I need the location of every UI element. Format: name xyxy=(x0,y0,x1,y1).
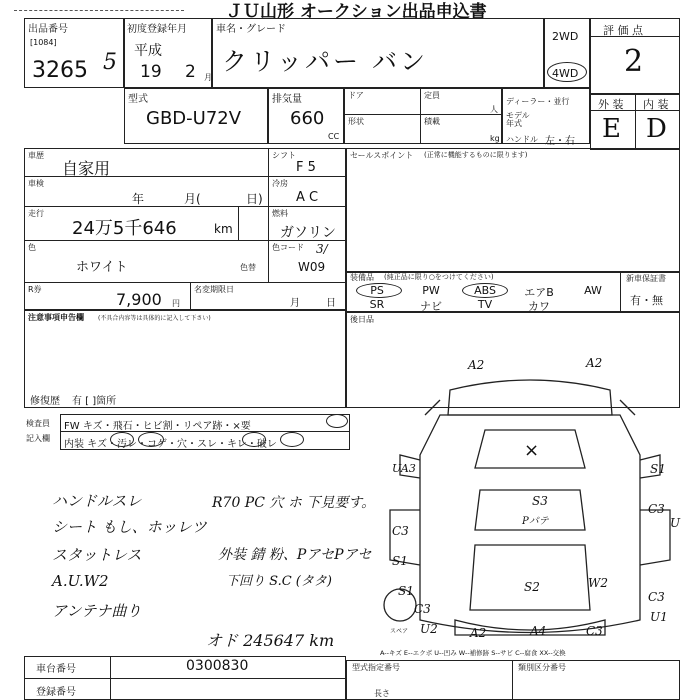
equipment-item: TV xyxy=(477,298,493,311)
lot-number: 3265 xyxy=(32,58,88,83)
mark-a2-tl: A2 xyxy=(468,358,485,372)
mark-s1-left2: S1 xyxy=(398,584,414,598)
inspect-day: 日) xyxy=(246,192,263,206)
handle-label: ハンドル xyxy=(506,135,538,144)
equipment-item: ナビ xyxy=(420,300,442,313)
new-warranty-label: 新車保証書 xyxy=(626,274,666,283)
equipment-item: PS xyxy=(370,284,384,297)
caution-note: (不具合内容等は具体的に記入して下さい) xyxy=(98,315,211,322)
inspect-year: 年 xyxy=(132,192,145,206)
plate-value: 0300830 xyxy=(186,658,249,674)
inspector-label-1: 検査員 xyxy=(26,419,50,428)
cap-label: 定員 xyxy=(424,91,440,100)
disp-value: 660 xyxy=(290,108,325,129)
mark-c3-br: C3 xyxy=(586,624,603,638)
reg-label: 登録番号 xyxy=(36,687,76,698)
mark-a4: A4 xyxy=(530,624,547,638)
nc-day: 日 xyxy=(326,298,336,309)
equipment-item: AW xyxy=(584,284,602,297)
mark-c3-bottom: C3 xyxy=(414,602,431,616)
inspector-label-2: 記入欄 xyxy=(26,434,50,443)
use-value: 自家用 xyxy=(62,159,111,178)
color-code-value: W09 xyxy=(298,260,326,274)
mark-c3-lower: C3 xyxy=(648,590,665,604)
damage-legend: A--キズ E--エクボ U--凹み W--補修跡 S--サビ C--腐食 XX--交換 xyxy=(380,649,566,657)
inspection-circle-5 xyxy=(280,432,304,447)
km-unit: km xyxy=(214,222,233,236)
length-label: 長さ xyxy=(374,689,390,698)
mark-s2: S2 xyxy=(524,580,540,594)
hw-right-2: 外装 錆 粉、PアセPアセ xyxy=(218,547,372,563)
model-designation-label: 型式指定番号 xyxy=(352,663,400,672)
equipment-item: エアB xyxy=(524,286,554,299)
color-code-label: 色コード xyxy=(272,243,304,252)
inspection-circle-3 xyxy=(138,432,164,447)
mark-c3-right: C3 xyxy=(648,502,665,516)
equipment-item: ABS xyxy=(474,284,496,297)
recycle-value: 7,900 xyxy=(116,290,162,309)
kg-unit: kg xyxy=(490,134,500,143)
color-value: ホワイト xyxy=(76,260,128,275)
lot-label: 出品番号 xyxy=(28,24,68,35)
yen-unit: 円 xyxy=(172,299,180,308)
inspect-label: 車検 xyxy=(28,179,44,188)
hw-left-3: スタットレス xyxy=(52,546,142,564)
lot-code: [1084] xyxy=(30,38,57,47)
color-label: 色 xyxy=(28,243,36,252)
dealer-label: ディーラー・並行 xyxy=(506,97,570,106)
category-label: 類別区分番号 xyxy=(518,663,566,672)
equipment-circle xyxy=(356,283,402,298)
mark-c3-left: C3 xyxy=(392,524,409,538)
mileage-label: 走行 xyxy=(28,209,44,218)
door-box xyxy=(344,88,502,144)
inspection-circle-4 xyxy=(242,432,266,447)
equipment-label: 装備品 xyxy=(350,273,374,282)
reg-month: 2 xyxy=(185,62,196,82)
equipment-circle xyxy=(462,283,508,298)
ext-label: 外 装 xyxy=(598,98,624,111)
form-title: ＪＵ山形 オークション出品申込書 xyxy=(226,2,487,22)
name-change-label: 名変期限日 xyxy=(194,285,234,294)
month-unit: 月 xyxy=(204,73,212,82)
rear-label: 後日品 xyxy=(350,315,374,324)
selling-box xyxy=(346,148,680,272)
equipment-item: PW xyxy=(422,284,440,297)
era: 平成 xyxy=(134,43,162,59)
int-grade: D xyxy=(646,114,667,144)
disp-label: 排気量 xyxy=(272,94,302,105)
mark-putty: Pパテ xyxy=(522,516,549,527)
mark-ua3: UA3 xyxy=(392,462,416,475)
hw-left-4: A.U.W2 xyxy=(52,572,109,590)
recycle-label: R券 xyxy=(28,285,42,294)
model-label: 型式 xyxy=(128,94,148,105)
hw-left-5: アンテナ曲り xyxy=(52,602,142,620)
score-value: 2 xyxy=(624,44,644,79)
drive-4wd: 4WD xyxy=(552,67,579,80)
inspection-row-1: FW キズ・飛石・ヒビ割・リペア跡・×要 xyxy=(64,421,251,432)
plate-label: 車台番号 xyxy=(36,664,76,675)
load-label: 積載 xyxy=(424,117,440,126)
hw-right-3: 下回り S.C (タタ) xyxy=(226,574,332,589)
color-code-note: 3/ xyxy=(316,242,328,256)
caution-label: 注意事項申告欄 xyxy=(28,313,84,322)
mark-u1: U1 xyxy=(650,610,668,624)
hw-left-1: ハンドルスレ xyxy=(52,492,142,510)
mark-w2: W2 xyxy=(588,576,608,590)
repair-label: 修復歴 xyxy=(30,396,60,407)
reg-year: 19 xyxy=(140,62,162,82)
repair-value: 有 [ ]箇所 xyxy=(72,396,117,407)
mark-u-right: U xyxy=(670,516,681,530)
selling-label: セールスポイント xyxy=(350,151,414,160)
drive-2wd: 2WD xyxy=(552,30,579,43)
shift-value: F 5 xyxy=(296,160,316,175)
mark-x: × xyxy=(524,440,540,461)
person-unit: 人 xyxy=(490,105,498,114)
fuel-value: ガソリン xyxy=(280,225,336,241)
mark-spare: スペア xyxy=(390,628,409,635)
ext-grade: E xyxy=(602,114,621,144)
mark-s1-right: S1 xyxy=(650,462,666,476)
mark-a2-bottom: A2 xyxy=(470,626,487,640)
drive-circle xyxy=(547,62,587,82)
hw-odo: オド 245647 km xyxy=(206,631,335,650)
nc-month: 月 xyxy=(290,298,300,309)
equipment-item: SR xyxy=(369,298,385,311)
door-label: ドア xyxy=(348,91,364,100)
fuel-label: 燃料 xyxy=(272,209,288,218)
score-label: 評 価 点 xyxy=(603,24,643,37)
disp-unit: CC xyxy=(328,132,340,141)
car-name-label: 車名・グレード xyxy=(216,24,286,35)
use-label: 車歴 xyxy=(28,151,44,160)
mark-s3: S3 xyxy=(532,494,548,508)
mark-a2-tr: A2 xyxy=(586,356,603,370)
inspection-circle-2 xyxy=(110,432,134,447)
first-reg-label: 初度登録年月 xyxy=(127,24,187,35)
car-name: クリッパー バン xyxy=(222,47,428,76)
mark-u2: U2 xyxy=(420,622,438,636)
handle-value: 左・右 xyxy=(545,136,575,147)
mileage-value: 24万5千646 xyxy=(72,218,177,239)
inspect-month: 月( xyxy=(184,192,201,206)
ac-value: A C xyxy=(296,190,319,205)
shift-label: シフト xyxy=(272,151,296,160)
new-warranty-value: 有・無 xyxy=(630,294,663,307)
lot-suffix: 5 xyxy=(103,50,117,75)
hw-right-1: R70 PC 穴 ホ 下見要す。 xyxy=(212,495,376,511)
selling-note: (正常に機能するものに限ります) xyxy=(424,151,528,159)
equipment-note: (純正品に限り○をつけてください) xyxy=(384,273,494,281)
shape-label: 形状 xyxy=(348,117,364,126)
ac-label: 冷房 xyxy=(272,179,288,188)
inspection-circle-1 xyxy=(326,414,348,428)
model-year-label: モデル年式 xyxy=(506,111,530,128)
header-barcode xyxy=(14,2,184,11)
hw-left-2: シート もし、ホッレツ xyxy=(52,518,207,536)
mark-s1-left: S1 xyxy=(392,554,408,568)
inspection-row-2: 内装 キズ・汚レ・コゲ・穴・スレ・キレ・破レ xyxy=(64,439,277,450)
int-label: 内 装 xyxy=(643,98,669,111)
color-swap-label: 色替 xyxy=(240,263,256,272)
model-value: GBD-U72V xyxy=(146,108,242,129)
equipment-item: カワ xyxy=(528,300,550,313)
